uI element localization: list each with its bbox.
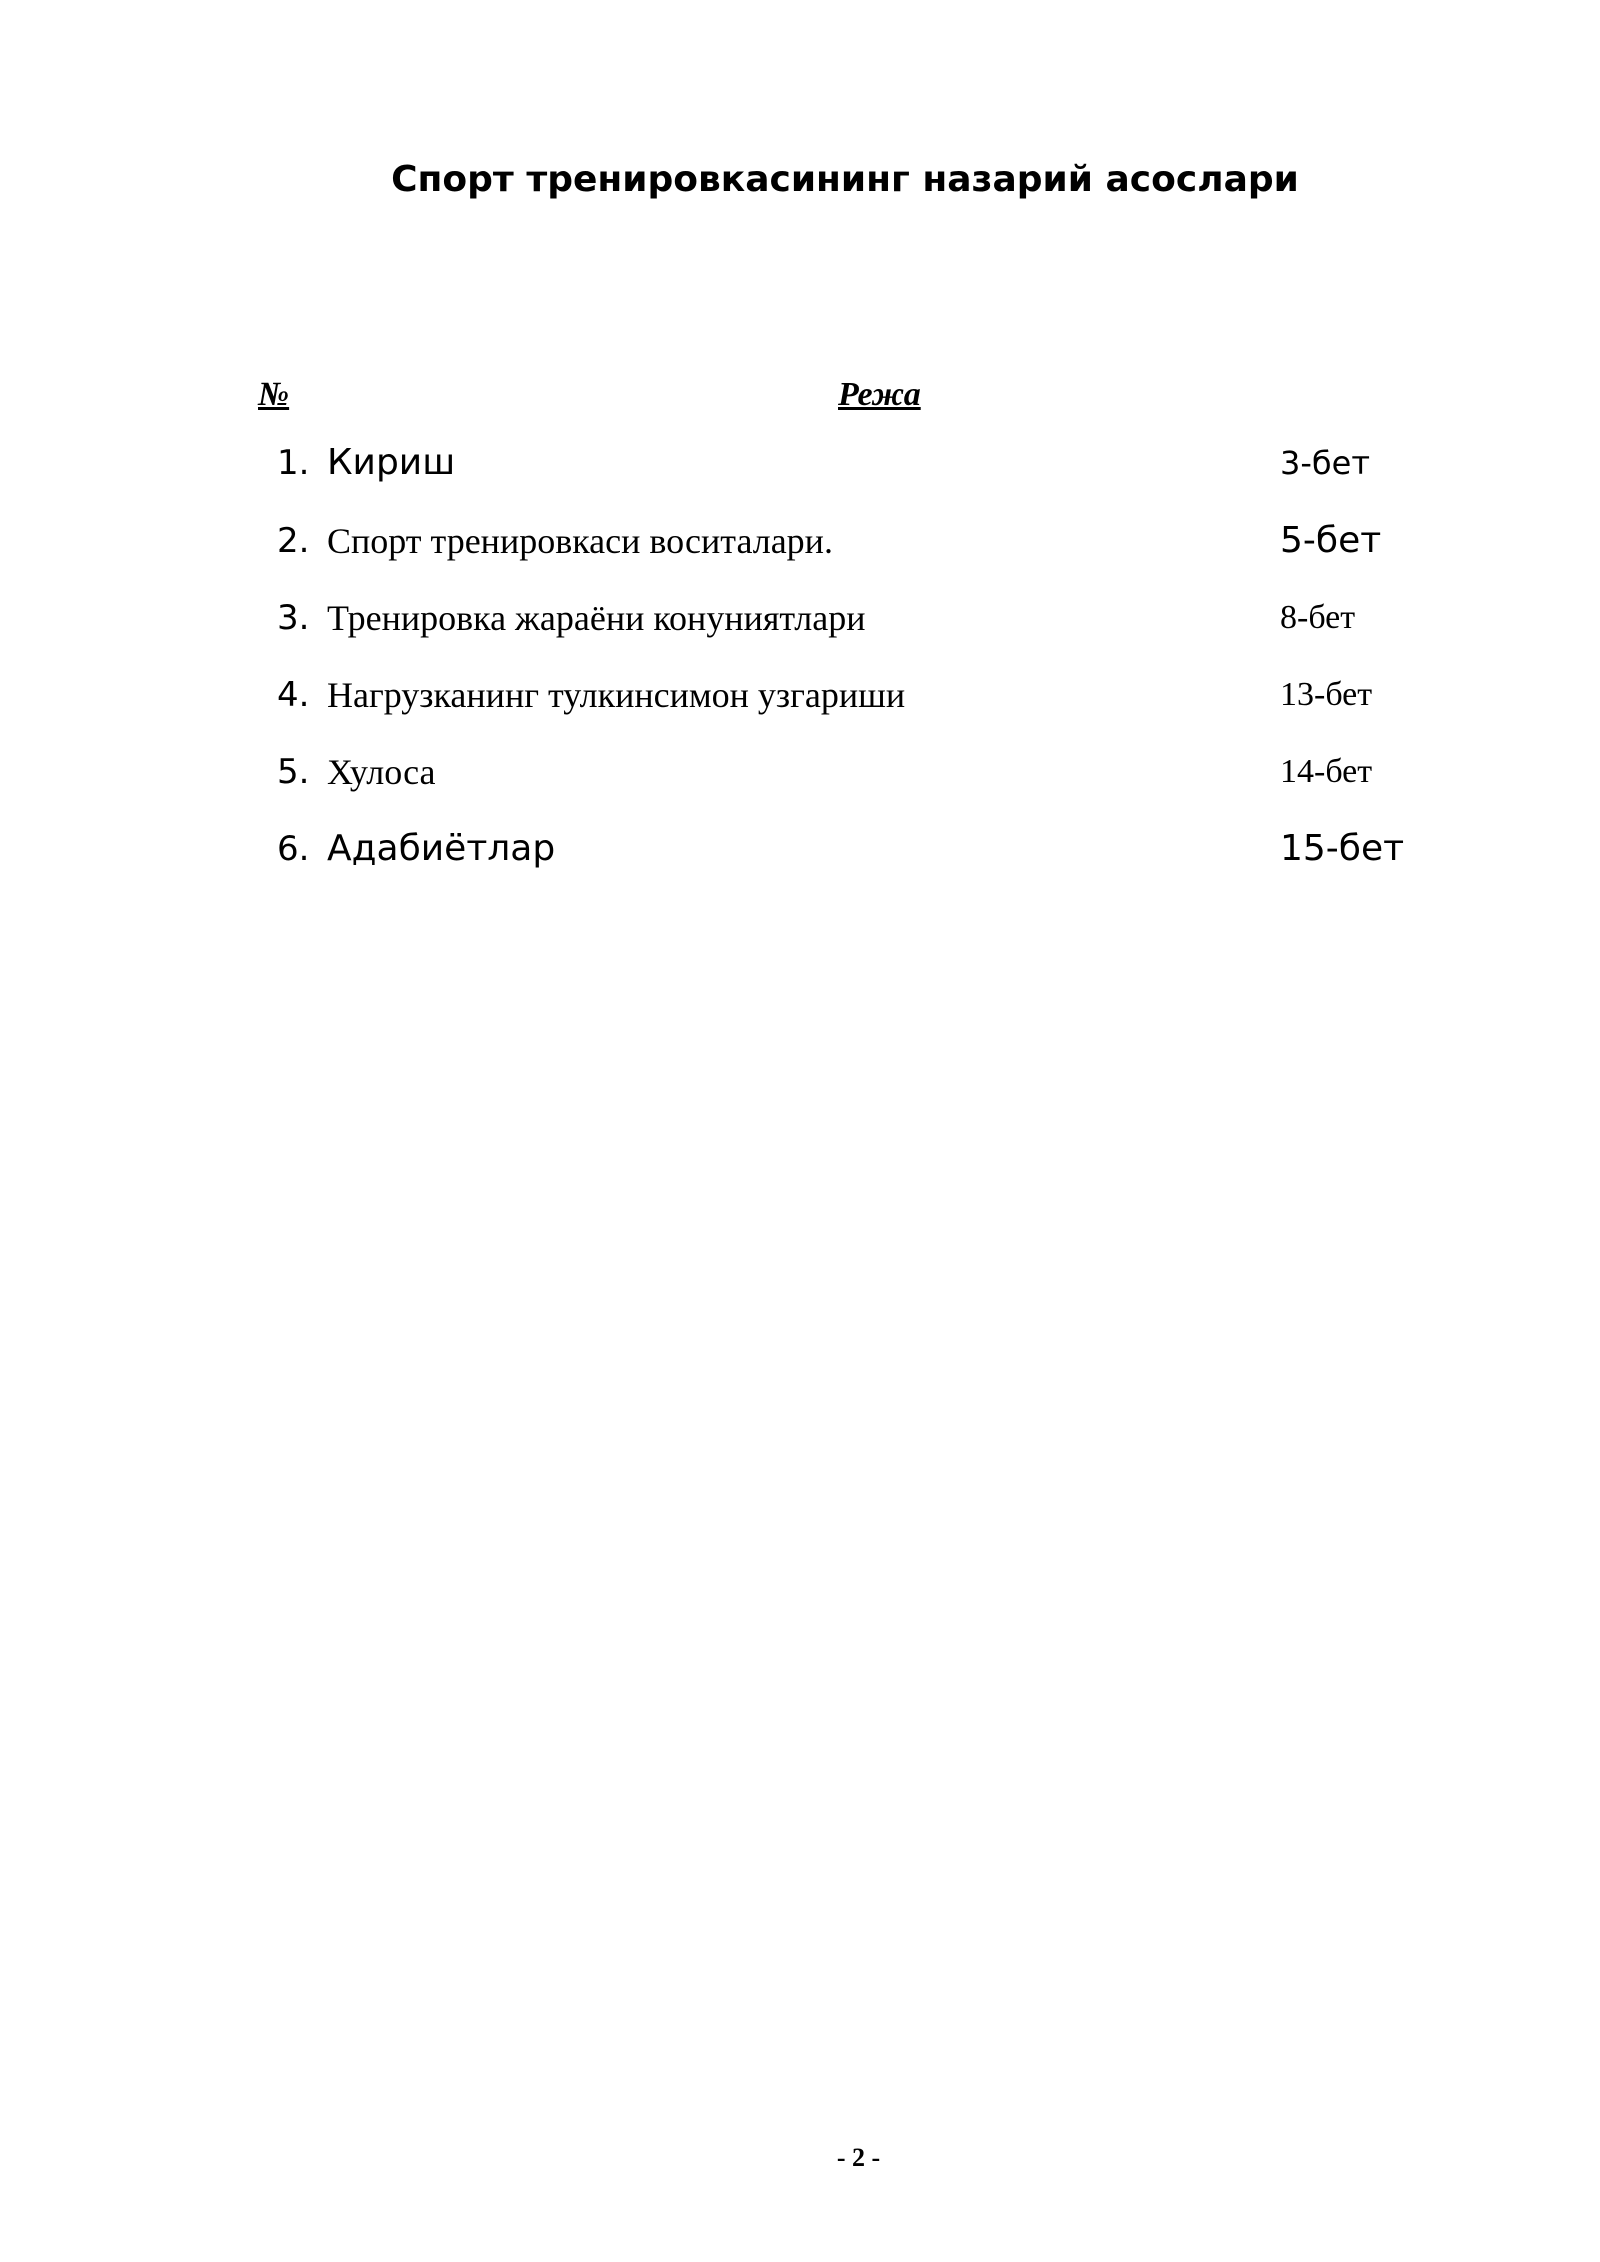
toc-item-page: 3-бет [1280, 444, 1370, 482]
toc-item-title: Кириш [327, 442, 456, 483]
column-header-plan: Режа [838, 376, 921, 413]
toc-item-title: Тренировка жараёни конуниятлари [327, 598, 866, 638]
toc-item-number: 3. [277, 598, 310, 638]
toc-item-page: 13-бет [1280, 676, 1373, 713]
toc-row [0, 811, 1600, 887]
toc-item-number: 1. [277, 443, 310, 483]
toc-item-title: Нагрузканинг тулкинсимон узгариши [327, 675, 906, 715]
toc-item-page: 5-бет [1280, 520, 1382, 561]
toc-item-title: Адабиётлар [327, 828, 556, 869]
toc-item-number: 4. [277, 675, 310, 715]
toc-item-number: 6. [277, 829, 310, 869]
page-number: - 2 - [836, 2143, 881, 2172]
toc-row [0, 734, 1600, 810]
toc-item-page: 14-бет [1280, 753, 1373, 790]
toc-item-title: Хулоса [327, 752, 436, 792]
toc-row [0, 657, 1600, 733]
toc-row [0, 503, 1600, 579]
page-title: Спорт тренировкасининг назарий асослари [391, 159, 1299, 200]
toc-row [0, 580, 1600, 656]
toc-item-title: Спорт тренировкаси воситалари. [327, 521, 833, 561]
toc-item-number: 2. [277, 521, 310, 561]
column-header-number: № [258, 376, 290, 413]
toc-item-page: 8-бет [1280, 599, 1356, 636]
toc-item-number: 5. [277, 752, 310, 792]
toc-row [0, 425, 1600, 501]
toc-item-page: 15-бет [1280, 828, 1405, 869]
